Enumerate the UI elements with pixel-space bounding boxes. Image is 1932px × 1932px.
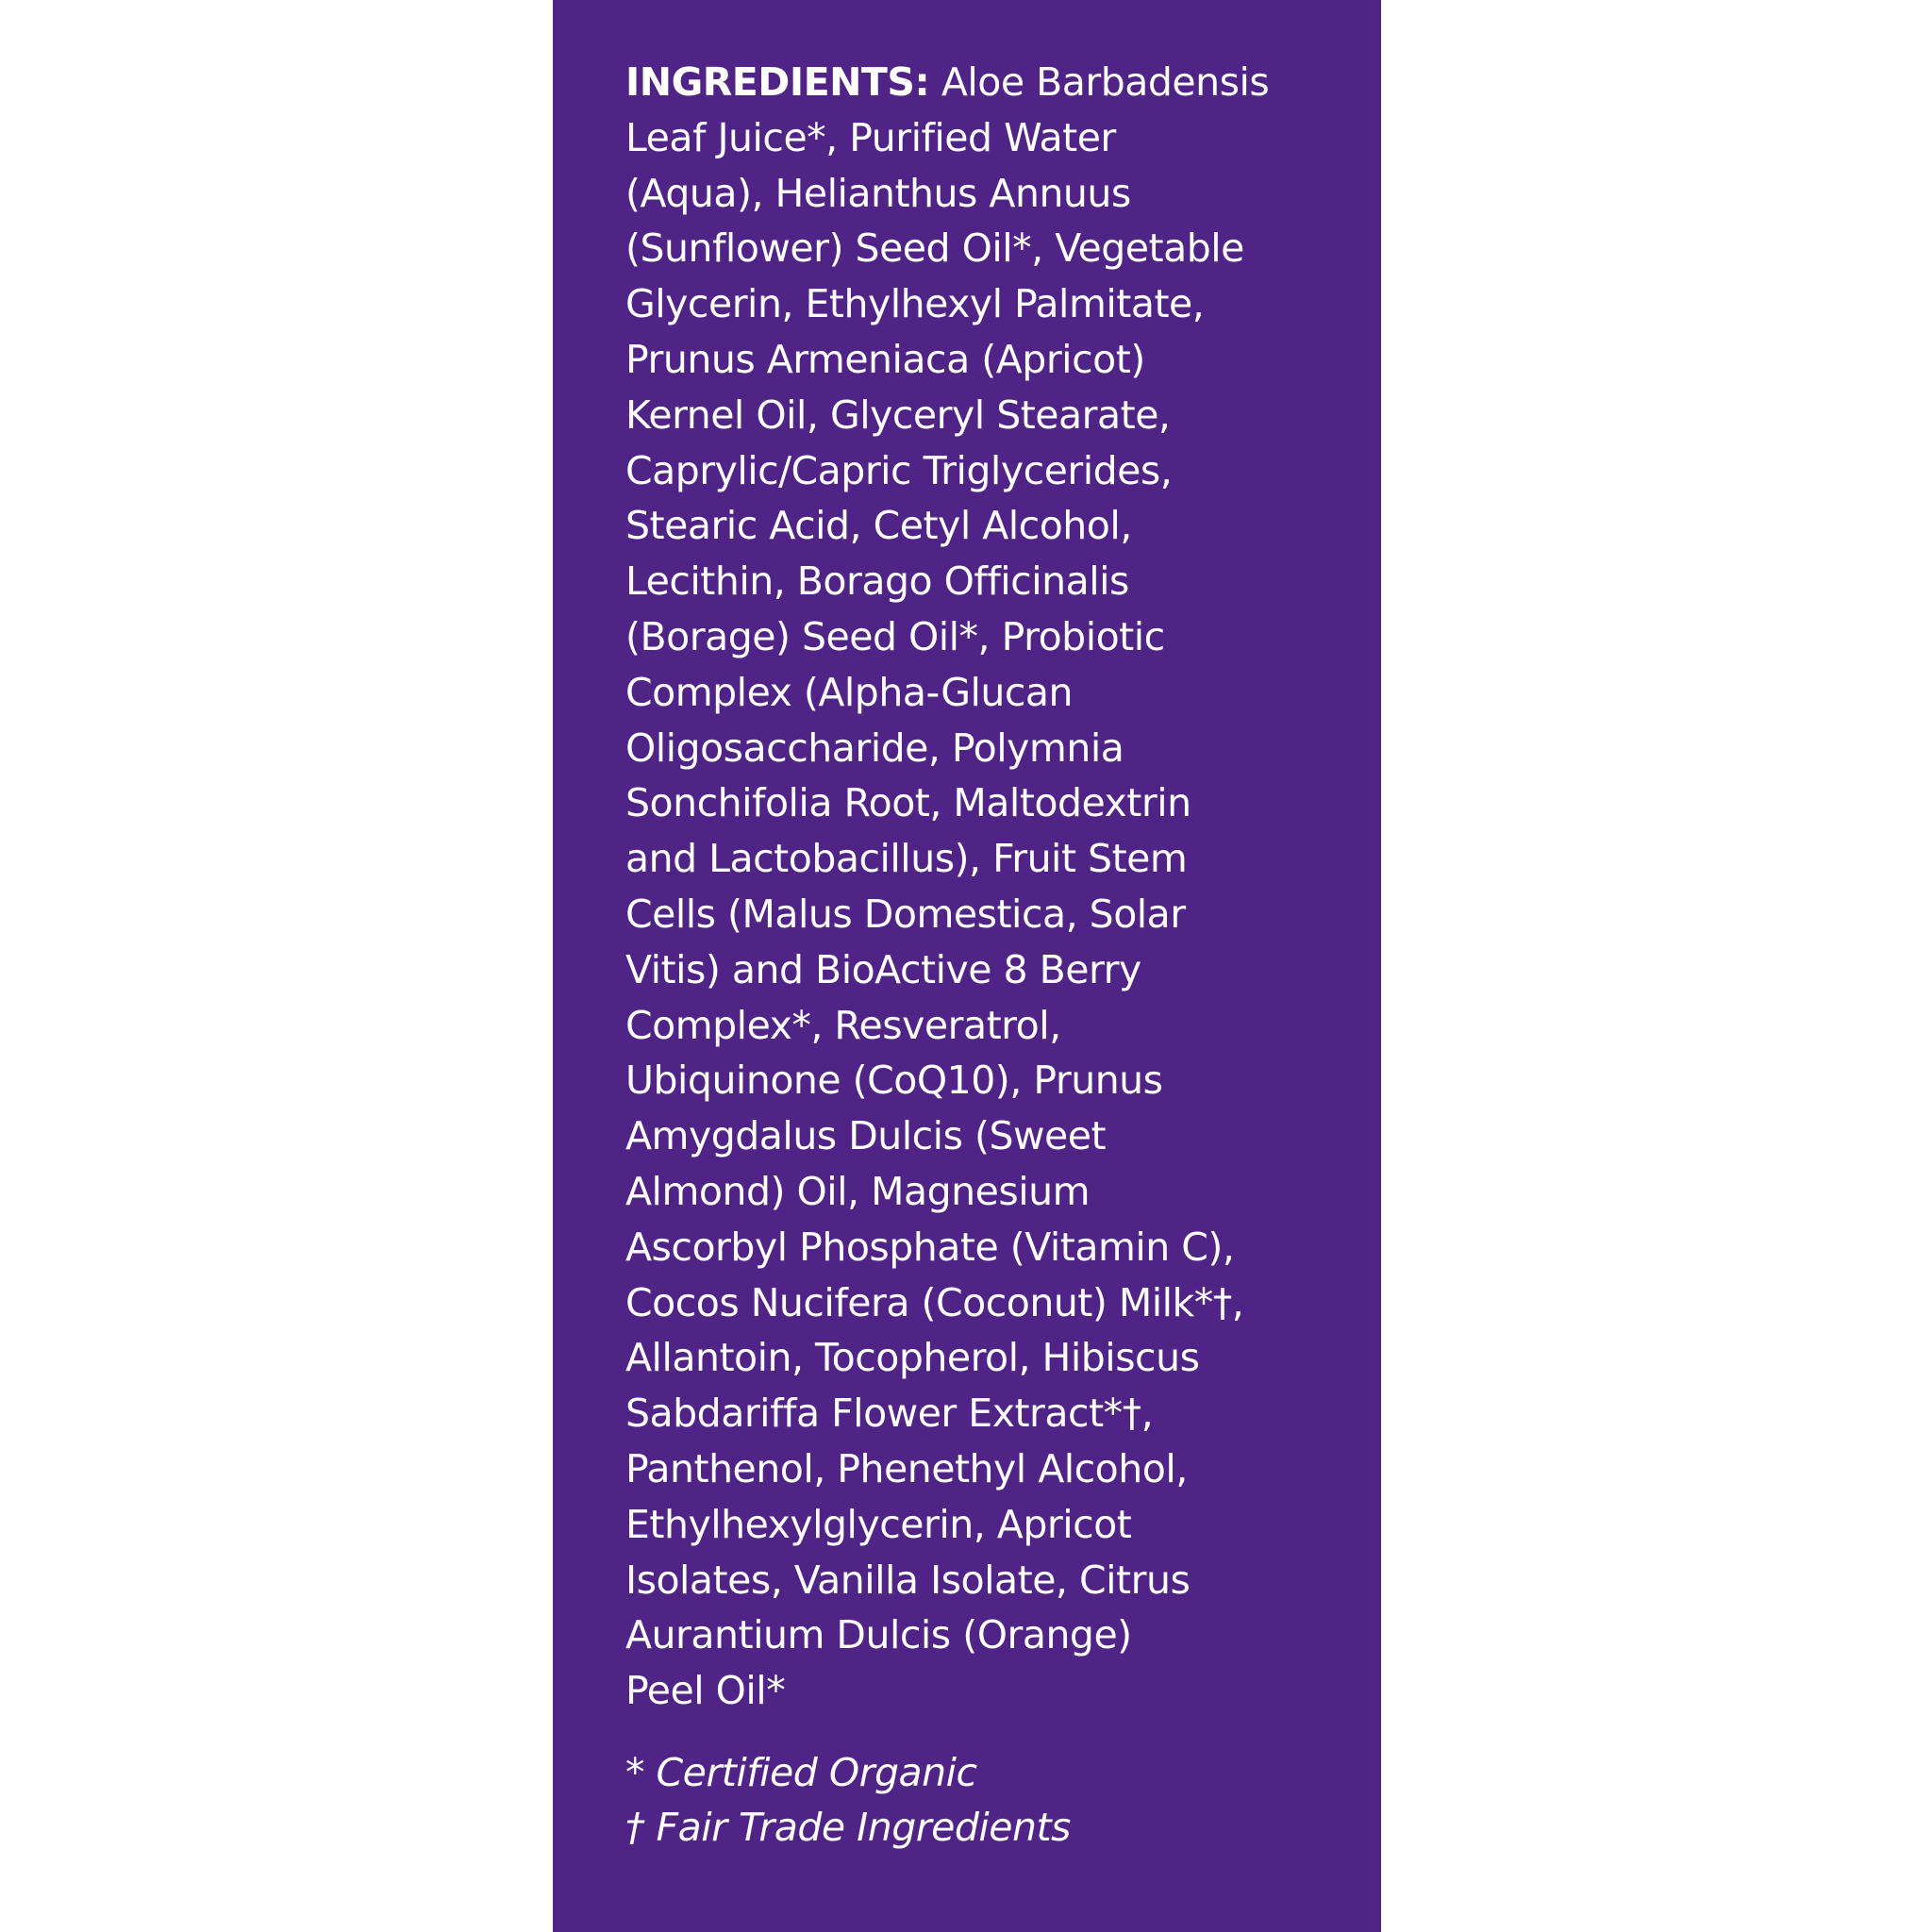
ingredients-list — [625, 55, 1342, 1719]
ingredients-line: Vitis) and BioActive 8 Berry — [625, 946, 1141, 992]
ingredients-line: Cocos Nucifera (Coconut) Milk*†, — [625, 1279, 1244, 1325]
ingredients-line: Aurantium Dulcis (Orange) — [625, 1612, 1132, 1658]
ingredients-line: Ubiquinone (CoQ10), Prunus — [625, 1058, 1163, 1104]
ingredients-line: Panthenol, Phenethyl Alcohol, — [625, 1445, 1188, 1491]
ingredients-line — [625, 55, 1342, 110]
ingredients-line: Prunus Armeniaca (Apricot) — [625, 336, 1145, 382]
ingredients-line: Leaf Juice*, Purified Water — [625, 114, 1116, 160]
ingredients-line: Amygdalus Dulcis (Sweet — [625, 1113, 1107, 1159]
ingredients-heading: INGREDIENTS: — [625, 59, 930, 105]
footnote-fair-trade: † Fair Trade Ingredients — [625, 1805, 1071, 1850]
ingredients-line: Complex*, Resveratrol, — [625, 1002, 1061, 1048]
ingredients-line: Almond) Oil, Magnesium — [625, 1168, 1091, 1214]
ingredients-line: Ascorbyl Phosphate (Vitamin C), — [625, 1224, 1235, 1270]
ingredients-line: Peel Oil* — [625, 1668, 786, 1714]
ingredients-line: Sabdariffa Flower Extract*†, — [625, 1391, 1154, 1437]
ingredients-line: Allantoin, Tocopherol, Hibiscus — [625, 1335, 1200, 1381]
ingredients-line: Cells (Malus Domestica, Solar — [625, 891, 1186, 937]
ingredients-line: Caprylic/Capric Triglycerides, — [625, 447, 1173, 493]
ingredients-line: Kernel Oil, Glyceryl Stearate, — [625, 391, 1171, 438]
ingredients-line: Isolates, Vanilla Isolate, Citrus — [625, 1557, 1191, 1603]
ingredients-line: Complex (Alpha-Glucan — [625, 669, 1074, 715]
footnote-certified-organic: * Certified Organic — [625, 1750, 977, 1795]
ingredients-line: Lecithin, Borago Officinalis — [625, 558, 1129, 605]
ingredients-line: (Sunflower) Seed Oil*, Vegetable — [625, 225, 1244, 272]
ingredients-line: (Borage) Seed Oil*, Probiotic — [625, 613, 1165, 659]
ingredients-line: Glycerin, Ethylhexyl Palmitate, — [625, 281, 1205, 327]
ingredients-line-text: Aloe Barbadensis — [929, 59, 1270, 105]
ingredients-line: Oligosaccharide, Polymnia — [625, 724, 1124, 771]
ingredients-line: Sonchifolia Root, Maltodextrin — [625, 780, 1191, 826]
ingredient-footnotes — [625, 1745, 1342, 1855]
ingredients-line: Ethylhexylglycerin, Apricot — [625, 1501, 1132, 1547]
ingredients-line: and Lactobacillus), Fruit Stem — [625, 836, 1188, 882]
ingredients-line: (Aqua), Helianthus Annuus — [625, 170, 1131, 216]
ingredients-line: Stearic Acid, Cetyl Alcohol, — [625, 503, 1132, 549]
